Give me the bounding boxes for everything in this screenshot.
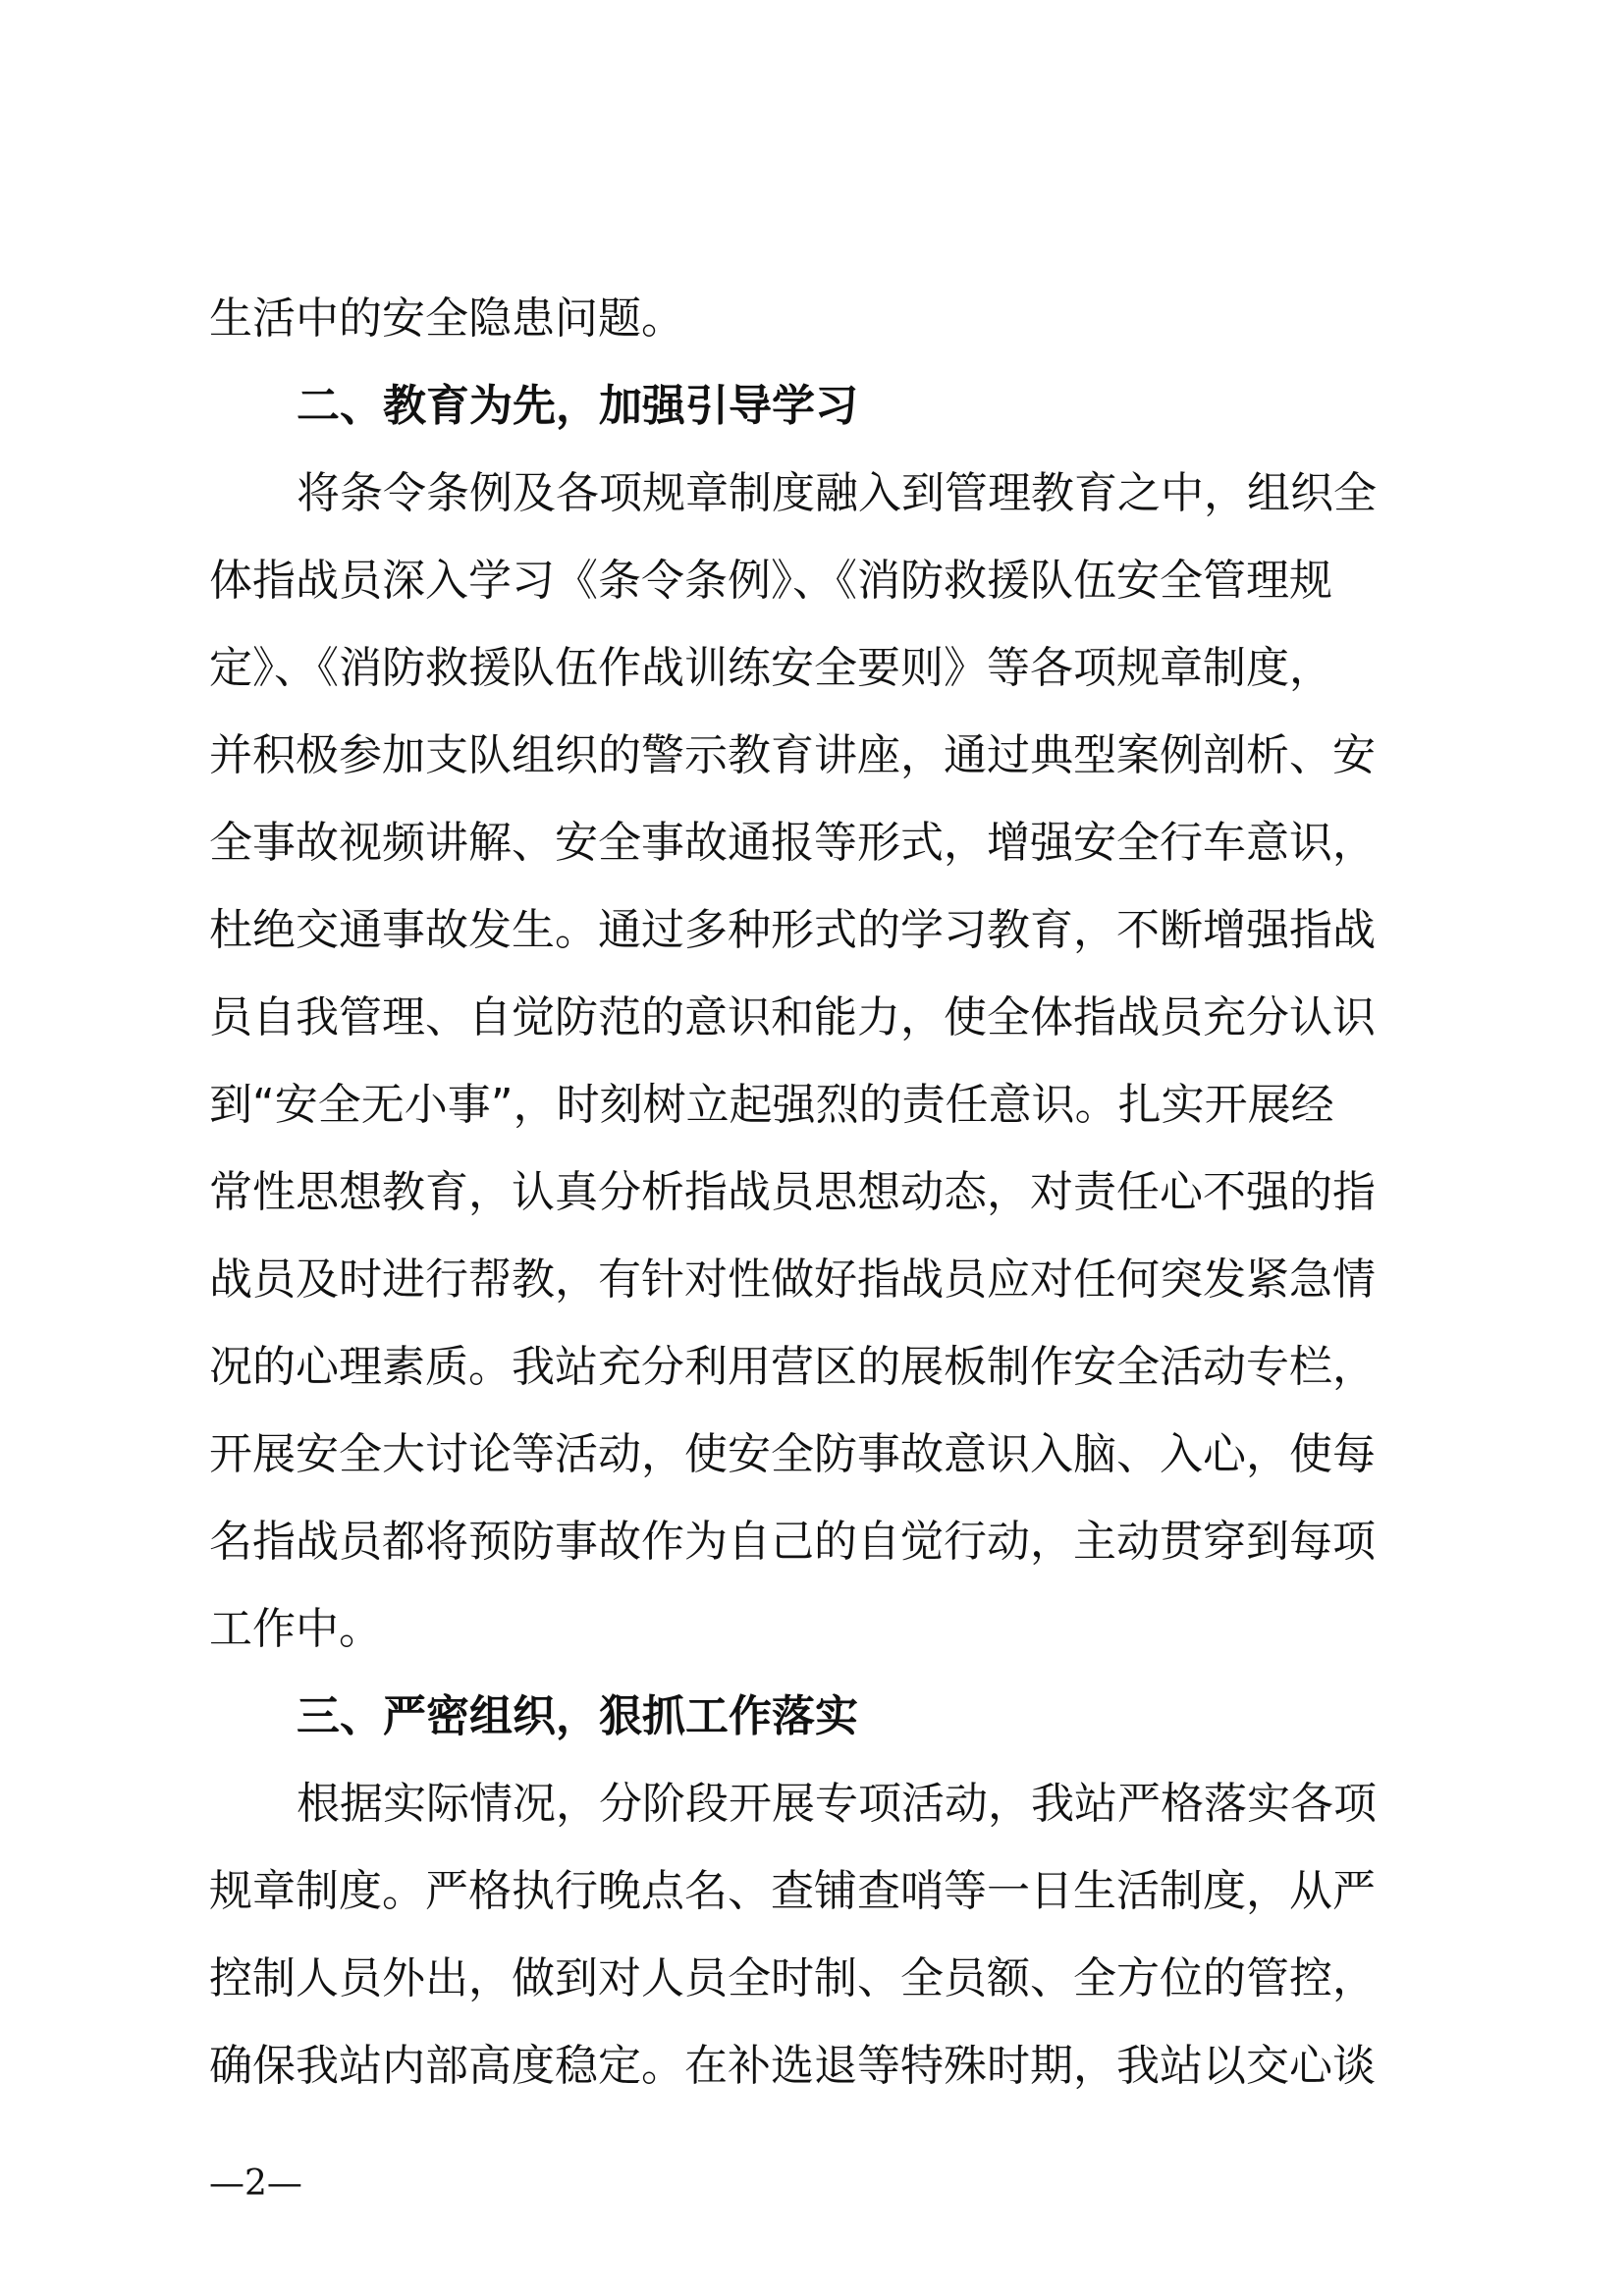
paragraph-line: 确保我站内部高度稳定。在补选退等特殊时期，我站以交心谈 (209, 2041, 1376, 2091)
page-number: —2— (209, 2163, 302, 2204)
section-heading-3: 三、严密组织，狠抓工作落实 (297, 1691, 858, 1741)
paragraph-line: 名指战员都将预防事故作为自己的自觉行动，主动贯穿到每项 (209, 1517, 1376, 1567)
paragraph-line: 开展安全大讨论等活动，使安全防事故意识入脑、入心，使每 (209, 1429, 1376, 1479)
paragraph-line: 况的心理素质。我站充分利用营区的展板制作安全活动专栏， (209, 1342, 1376, 1392)
body-line: 生活中的安全隐患问题。 (209, 294, 684, 344)
paragraph-line: 定》、《消防救援队伍作战训练安全要则》等各项规章制度， (209, 643, 1332, 693)
paragraph-line: 工作中。 (209, 1604, 382, 1654)
paragraph-line: 体指战员深入学习《条令条例》、《消防救援队伍安全管理规 (209, 556, 1332, 606)
paragraph-line: 将条令条例及各项规章制度融入到管理教育之中，组织全 (297, 468, 1377, 518)
paragraph-line: 战员及时进行帮教，有针对性做好指战员应对任何突发紧急情 (209, 1255, 1376, 1305)
paragraph-line: 全事故视频讲解、安全事故通报等形式，增强安全行车意识， (209, 818, 1376, 868)
document-body (209, 275, 1423, 2109)
paragraph-line: 常性思想教育，认真分析指战员思想动态，对责任心不强的指 (209, 1167, 1376, 1217)
paragraph-line: 到“安全无小事”，时刻树立起强烈的责任意识。扎实开展经 (209, 1080, 1334, 1130)
paragraph-line: 员自我管理、自觉防范的意识和能力，使全体指战员充分认识 (209, 992, 1376, 1042)
paragraph-line: 杜绝交通事故发生。通过多种形式的学习教育，不断增强指战 (209, 905, 1376, 955)
paragraph-line: 并积极参加支队组织的警示教育讲座，通过典型案例剖析、安 (209, 730, 1376, 780)
paragraph-line: 根据实际情况，分阶段开展专项活动，我站严格落实各项 (297, 1779, 1377, 1829)
paragraph-line: 控制人员外出，做到对人员全时制、全员额、全方位的管控， (209, 1953, 1376, 2003)
section-heading-2: 二、教育为先，加强引导学习 (297, 381, 858, 431)
paragraph-line: 规章制度。严格执行晚点名、查铺查哨等一日生活制度，从严 (209, 1866, 1376, 1916)
